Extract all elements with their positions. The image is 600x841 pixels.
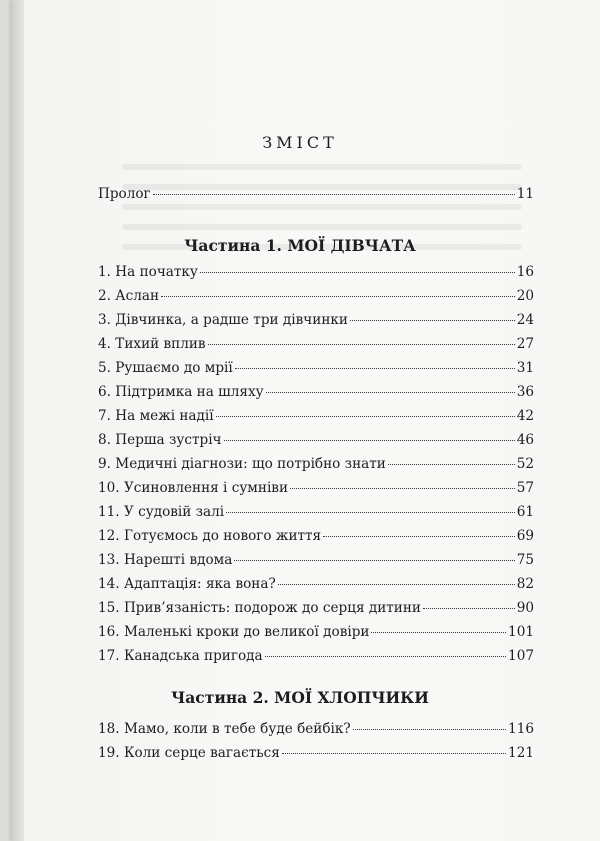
- leader-dots: [200, 272, 515, 273]
- toc-entry-label: 12. Готуємось до нового життя: [98, 528, 322, 544]
- toc-entry-label: Пролог: [98, 186, 151, 202]
- leader-dots: [208, 344, 515, 345]
- leader-dots: [423, 608, 515, 609]
- toc-entry: [98, 504, 534, 520]
- toc-entry: [98, 480, 534, 496]
- toc-entry-page: 36: [516, 384, 534, 400]
- toc-entry: [98, 456, 534, 472]
- toc-entry: [98, 648, 534, 664]
- toc-entry: [98, 528, 534, 544]
- binding-shadow: [12, 0, 24, 841]
- toc-entry: [98, 264, 534, 280]
- toc-entry: [98, 745, 534, 761]
- toc-title: ЗМІСТ: [262, 133, 338, 152]
- toc-entry: [98, 336, 534, 352]
- toc-entry-page: 42: [516, 408, 534, 424]
- leader-dots: [371, 632, 506, 633]
- toc-entry-label: 2. Аслан: [98, 288, 159, 304]
- leader-dots: [323, 536, 515, 537]
- toc-entry-page: 101: [508, 624, 534, 640]
- toc-entry-page: 24: [516, 312, 534, 328]
- leader-dots: [224, 440, 515, 441]
- leader-dots: [266, 392, 515, 393]
- toc-entry-page: 31: [516, 360, 534, 376]
- toc-entry-page: 16: [516, 264, 534, 280]
- toc-entry-page: 61: [516, 504, 534, 520]
- toc-entry: [98, 384, 534, 400]
- toc-entry: [98, 408, 534, 424]
- toc-entry-label: 7. На межі надії: [98, 408, 214, 424]
- toc-entry-label: 17. Канадська пригода: [98, 648, 263, 664]
- leader-dots: [235, 368, 515, 369]
- toc-entry: [98, 600, 534, 616]
- toc-entry-label: 1. На початку: [98, 264, 198, 280]
- leader-dots: [353, 729, 506, 730]
- toc-entry: [98, 721, 534, 737]
- toc-entry: [98, 288, 534, 304]
- leader-dots: [153, 194, 515, 195]
- toc-entry-page: 27: [516, 336, 534, 352]
- leader-dots: [290, 488, 515, 489]
- toc-entry-label: 4. Тихий вплив: [98, 336, 206, 352]
- toc-entry-label: 19. Коли серце вагається: [98, 745, 280, 761]
- toc-entry: [98, 312, 534, 328]
- toc-entry-page: 116: [508, 721, 534, 737]
- leader-dots: [161, 296, 515, 297]
- toc-entry-page: 90: [516, 600, 534, 616]
- toc-entry-page: 82: [516, 576, 534, 592]
- leader-dots: [278, 584, 515, 585]
- toc-entry-page: 69: [516, 528, 534, 544]
- toc-entry-page: 52: [516, 456, 534, 472]
- toc-entry-page: 57: [516, 480, 534, 496]
- toc-entry: [98, 360, 534, 376]
- leader-dots: [350, 320, 515, 321]
- leader-dots: [265, 656, 506, 657]
- toc-entry: [98, 552, 534, 568]
- toc-entry-page: 107: [508, 648, 534, 664]
- toc-entry-label: 9. Медичні діагнози: що потрібно знати: [98, 456, 386, 472]
- toc-entry-label: 5. Рушаємо до мрії: [98, 360, 233, 376]
- toc-entry-label: 15. Прив’язаність: подорож до серця дитини: [98, 600, 421, 616]
- toc-entry-label: 10. Усиновлення і сумніви: [98, 480, 289, 496]
- toc-entry-page: 75: [516, 552, 534, 568]
- toc-entry-label: 18. Мамо, коли в тебе буде бейбік?: [98, 721, 351, 737]
- toc-entry-label: 13. Нарешті вдома: [98, 552, 233, 568]
- part-heading-2: Частина 2. МОЇ ХЛОПЧИКИ: [171, 688, 429, 707]
- toc-entry-label: 8. Перша зустріч: [98, 432, 222, 448]
- leader-dots: [388, 464, 515, 465]
- toc-entry-label: 14. Адаптація: яка вона?: [98, 576, 276, 592]
- leader-dots: [216, 416, 515, 417]
- toc-entry: [98, 432, 534, 448]
- toc-entry-label: 11. У судовій залі: [98, 504, 225, 520]
- toc-entry-prologue: [98, 186, 534, 202]
- part-heading-1: Частина 1. МОЇ ДІВЧАТА: [184, 236, 416, 255]
- toc-entry-label: 6. Підтримка на шляху: [98, 384, 264, 400]
- leader-dots: [226, 512, 515, 513]
- toc-entry-page: 11: [516, 186, 534, 202]
- leader-dots: [234, 560, 514, 561]
- toc-entry-label: 16. Маленькі кроки до великої довіри: [98, 624, 370, 640]
- leader-dots: [282, 753, 506, 754]
- toc-entry: [98, 576, 534, 592]
- toc-entry-page: 46: [516, 432, 534, 448]
- toc-entry: [98, 624, 534, 640]
- toc-entry-label: 3. Дівчинка, а радше три дівчинки: [98, 312, 348, 328]
- toc-entry-page: 121: [508, 745, 534, 761]
- toc-entry-page: 20: [516, 288, 534, 304]
